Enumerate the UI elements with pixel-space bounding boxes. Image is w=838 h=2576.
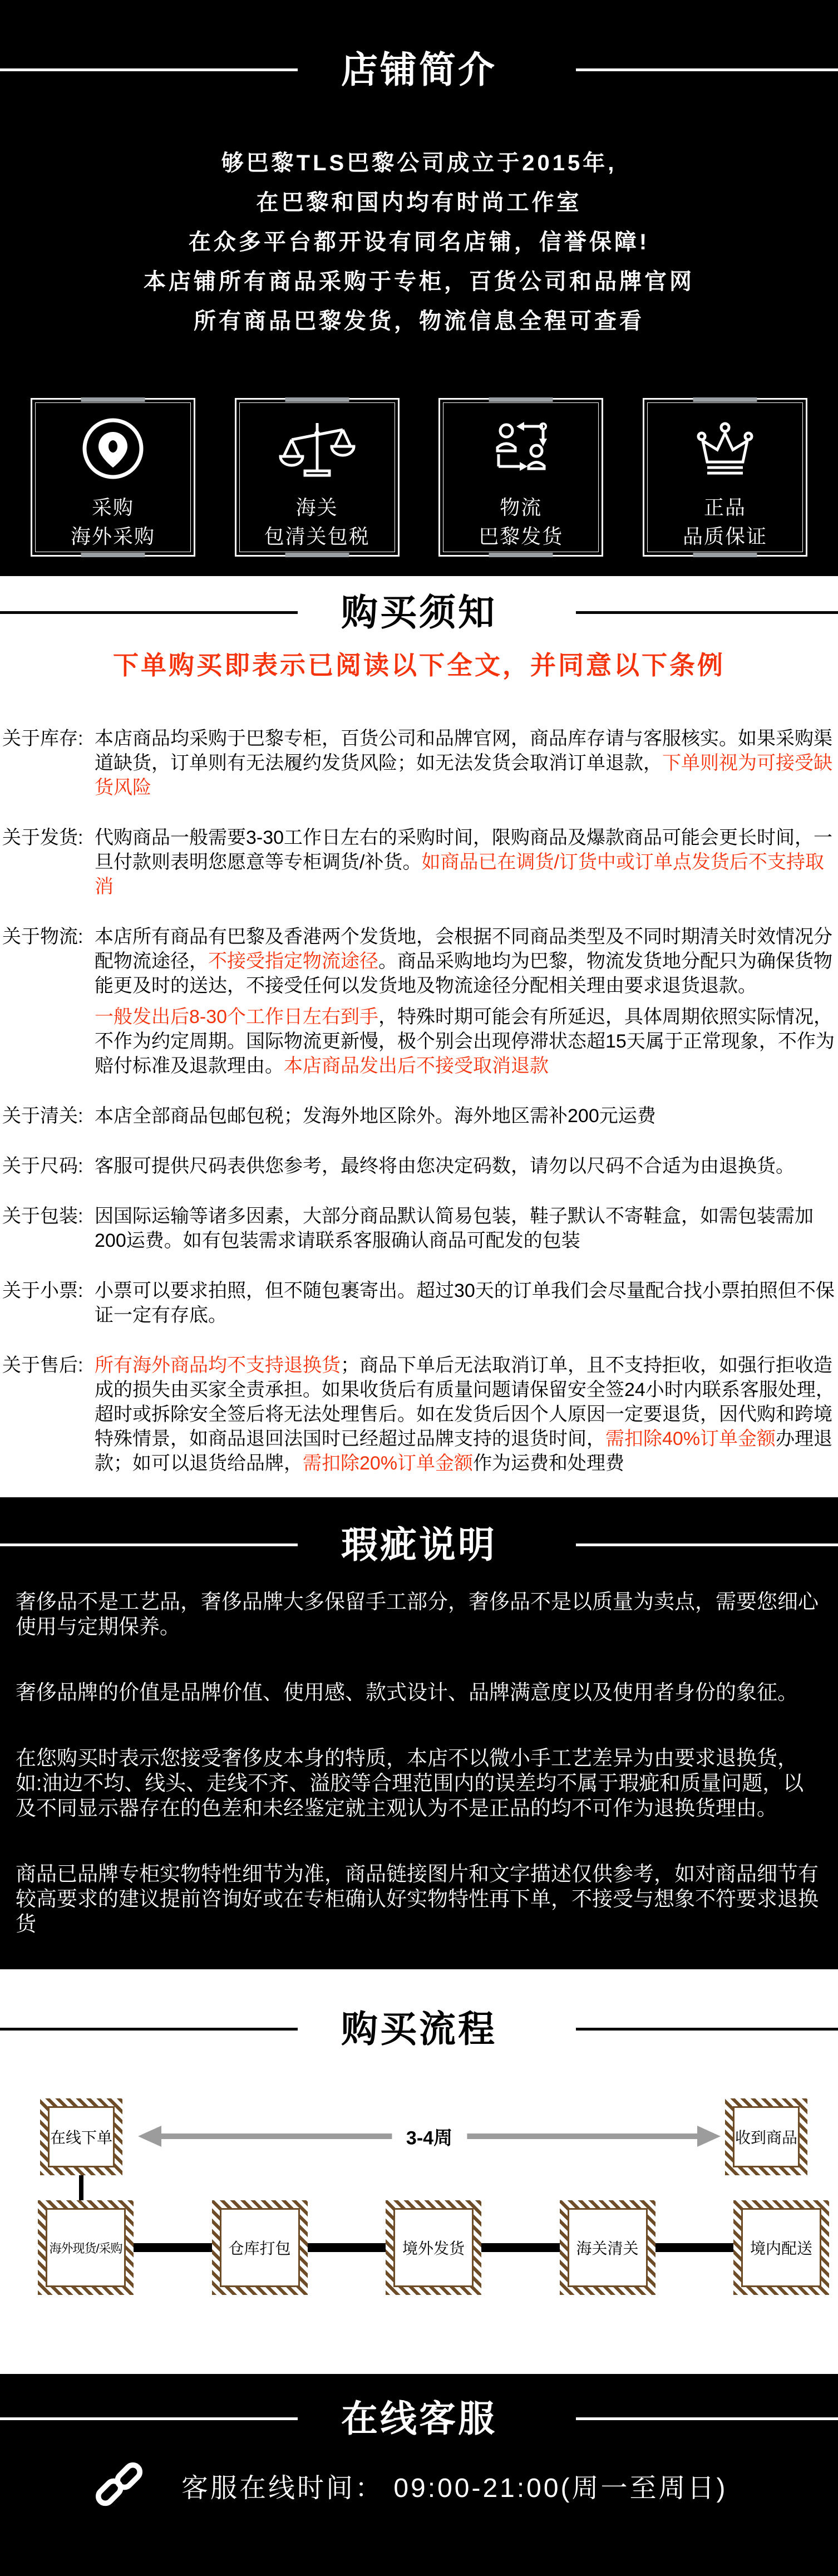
header-line-right [576,2028,838,2031]
duration-label: 3-4周 [392,2123,467,2150]
notice-paragraph: 客服可提供尺码表供您参考，最终将由您决定码数，请勿以尺码不合适为由退换货。 [95,1156,795,1177]
notice-item-sizing: 关于尺码: 客服可提供尺码表供您参考，最终将由您决定码数，请勿以尺码不合适为由退换货。 [2,1154,835,1178]
notice-paragraph: 小票可以要求拍照，但不随包裹寄出。超过30天的订单我们会尽量配合找小票拍照但不保证一定有存底。 [95,1280,835,1326]
intro-line: 够巴黎TLS巴黎公司成立于2015年, [221,151,617,175]
agreement-headline: 下单购买即表示已阅读以下全文，并同意以下条例 [113,651,725,680]
defect-note-header [0,1525,838,1564]
defect-paragraph: 商品已品牌专柜实物特性细节为准，商品链接图片和文字描述仅供参考，如对商品细节有较高要求的建议提前咨询好或在专柜确认好实物特性再下单，不接受与想象不符要求退换货 [16,1862,819,1935]
purchase-flow-header [0,2009,838,2048]
intro-line: 在众多平台都开设有同名店铺，信誉保障! [188,230,650,254]
section-title: 购买流程 [341,2008,497,2049]
header-line-right [576,1543,838,1546]
notice-item-stock: 关于库存: 本店商品均采购于巴黎专柜，百货公司和品牌官网，商品库存请与客服核实。如果采购渠道缺货，订单则有无法履约发货风险；如无法发货会取消订单退款，下单则视为可接受缺货风险 [2,726,835,800]
section-purchase-notice [0,576,838,1497]
header-line-left [0,2417,298,2420]
defect-paragraph: 奢侈品牌的价值是品牌价值、使用感、款式设计、品牌满意度以及使用者身份的象征。 [16,1681,798,1704]
notice-paragraph: 本店所有商品有巴黎及香港两个发货地，会根据不同商品类型及不同时期清关时效情况分配物流途径，不接受指定物流途径。商品采购地均为巴黎，物流发货地分配只为确保货物能更及时的送达，不接受任何以发货地及物流途径分配相关理由要求退货退款。 [95,926,832,996]
service-hours-text: 客服在线时间： 09:00-21:00(周一至周日) [181,2474,728,2503]
store-intro-header [0,50,838,89]
section-title: 店铺简介 [341,49,497,90]
feature-badges [31,398,807,557]
intro-line: 所有商品巴黎发货，物流信息全程可查看 [194,309,644,333]
intro-line: 本店铺所有商品采购于专柜，百货公司和品牌官网 [144,269,694,294]
scales-icon [277,412,357,485]
feature-label: 物流 巴黎发货 [479,496,564,548]
header-line-right [576,68,838,71]
logistics-flow-icon [487,412,554,485]
feature-label: 采购 海外采购 [70,496,155,548]
section-title: 瑕疵说明 [341,1524,497,1565]
flow-end-box: 收到商品 [725,2098,807,2175]
feature-box-authentic [643,398,807,557]
section-purchase-flow [0,1969,838,2374]
notice-paragraph: 代购商品一般需要3-30工作日左右的采购时间，限购商品及爆款商品可能会更长时间，一旦付款则表明您愿意等专柜调货/补货。如商品已在调货/订货中或订单点发货后不支持取消 [95,827,833,897]
service-hours-row [92,2457,728,2514]
header-line-right [576,611,838,614]
defect-paragraph: 在您购买时表示您接受奢侈皮本身的特质，本店不以微小手工艺差异为由要求退换货，如:油边不均、线头、走线不齐、溢胶等合理范围内的误差均不属于瑕疵和质量问题，以及不同显示器存在的色差和未经鉴定就主观认为不是正品的均不可作为退换货理由。 [16,1747,804,1820]
arrow-right-head [697,2126,721,2147]
flow-step-overseas-shipping: 境外发货 [386,2200,481,2295]
notice-paragraph: 所有海外商品均不支持退换货；商品下单后无法取消订单，且不支持拒收，如强行拒收造成的损失由买家全责承担。如果收货后有质量问题请保留安全签24小时内联系客服处理，超时或拆除安全签后将无法处理售后。如在发货后因个人原因一定要退货，因代购和跨境特殊情景，如商品退回法国时已经超过品牌支持的退货时间，需扣除40%订单金额办理退款；如可以退货给品牌，需扣除20%订单金额作为运费和处理费 [95,1355,835,1474]
notice-paragraph: 一般发出后8-30个工作日左右到手，特殊时期可能会有所延迟，具体周期依照实际情况，不作为约定周期。国际物流更新慢，极个别会出现停滞状态超15天属于正常现象，不作为赔付标准及退款理由。本店商品发出后不接受取消退款 [95,1006,835,1076]
feature-box-logistics [438,398,603,557]
header-line-left [0,68,298,71]
notice-item-shipping: 关于发货: 代购商品一般需要3-30工作日左右的采购时间，限购商品及爆款商品可能会更长时间，一旦付款则表明您愿意等专柜调货/补货。如商品已在调货/订货中或订单点发货后不支持取消 [2,825,835,899]
section-store-intro [0,0,838,576]
notice-paragraph: 因国际运输等诸多因素，大部分商品默认简易包装，鞋子默认不寄鞋盒，如需包装需加200运费。如有包装需求请联系客服确认商品可配发的包装 [95,1206,814,1251]
chain-link-icon [92,2457,146,2514]
intro-line: 在巴黎和国内均有时尚工作室 [256,190,582,215]
section-online-service [0,2374,838,2576]
section-title: 在线客服 [341,2398,497,2439]
notice-item-customs: 关于清关: 本店全部商品包邮包税；发海外地区除外。海外地区需补200元运费 [2,1104,835,1128]
section-title: 购买须知 [341,592,497,633]
flow-duration-arrow [138,2126,721,2147]
notice-item-aftersales: 关于售后: 所有海外商品均不支持退换货；商品下单后无法取消订单，且不支持拒收，如强行拒收造成的损失由买家全责承担。如果收货后有质量问题请保留安全签24小时内联系客服处理，超时或拆除安全签后将无法处理售后。如在发货后因个人原因一定要退货，因代购和跨境特殊情景，如商品退回法国时已经超过品牌支持的退货时间，需扣除40%订单金额办理退款；如可以退货给品牌，需扣除20%订单金额作为运费和处理费 [2,1353,835,1476]
defect-paragraphs [16,1589,822,1936]
notice-item-logistics: 关于物流: 本店所有商品有巴黎及香港两个发货地，会根据不同商品类型及不同时期清关时效情况分配物流途径，不接受指定物流途径。商品采购地均为巴黎，物流发货地分配只为确保货物能更及时的送达，不接受任何以发货地及物流途径分配相关理由要求退货退款。 一般发出后8-30个工作日左右到手，特殊时期可能会有所延迟，具体周期依照实际情况，不作为约定周期。国际物流更新慢，极个别会出现停滞状态超15天属于正常现象，不作为赔付标准及退款理由。本店商品发出后不接受取消退款 [2,925,835,1078]
flow-vertical-connector [79,2175,83,2201]
online-service-header [0,2399,838,2438]
header-line-left [0,611,298,614]
flow-step-overseas-stock: 海外现货/采购 [38,2200,134,2295]
flow-step-warehouse-packing: 仓库打包 [212,2200,308,2295]
crown-icon [691,412,760,485]
feature-label: 正品 品质保证 [682,496,767,548]
notice-item-receipt: 关于小票: 小票可以要求拍照，但不随包裹寄出。超过30天的订单我们会尽量配合找小票拍照但不保证一定有存底。 [2,1279,835,1328]
location-pin-icon [80,412,146,485]
header-line-left [0,1543,298,1546]
notice-list [2,726,835,1476]
purchase-notice-header [0,593,838,632]
section-defect-note [0,1497,838,1969]
flow-step-customs-clearance: 海关清关 [560,2200,655,2295]
notice-paragraph: 本店全部商品包邮包税；发海外地区除外。海外地区需补200元运费 [95,1105,656,1127]
defect-paragraph: 奢侈品不是工艺品，奢侈品牌大多保留手工部分，奢侈品不是以质量为卖点，需要您细心使用与定期保养。 [16,1590,819,1638]
notice-item-packaging: 关于包装: 因国际运输等诸多因素，大部分商品默认简易包装，鞋子默认不寄鞋盒，如需包装需加200运费。如有包装需求请联系客服确认商品可配发的包装 [2,1204,835,1253]
feature-box-customs [235,398,400,557]
flow-steps-row [38,2200,829,2295]
flow-step-domestic-delivery: 境内配送 [733,2200,829,2295]
feature-label: 海关 包清关包税 [264,496,370,548]
store-intro-text [0,144,838,341]
flow-start-box: 在线下单 [40,2098,122,2175]
notice-paragraph: 本店商品均采购于巴黎专柜，百货公司和品牌官网，商品库存请与客服核实。如果采购渠道缺货，订单则有无法履约发货风险；如无法发货会取消订单退款，下单则视为可接受缺货风险 [95,728,832,798]
header-line-left [0,2028,298,2031]
header-line-right [576,2417,838,2420]
feature-box-purchase [31,398,195,557]
